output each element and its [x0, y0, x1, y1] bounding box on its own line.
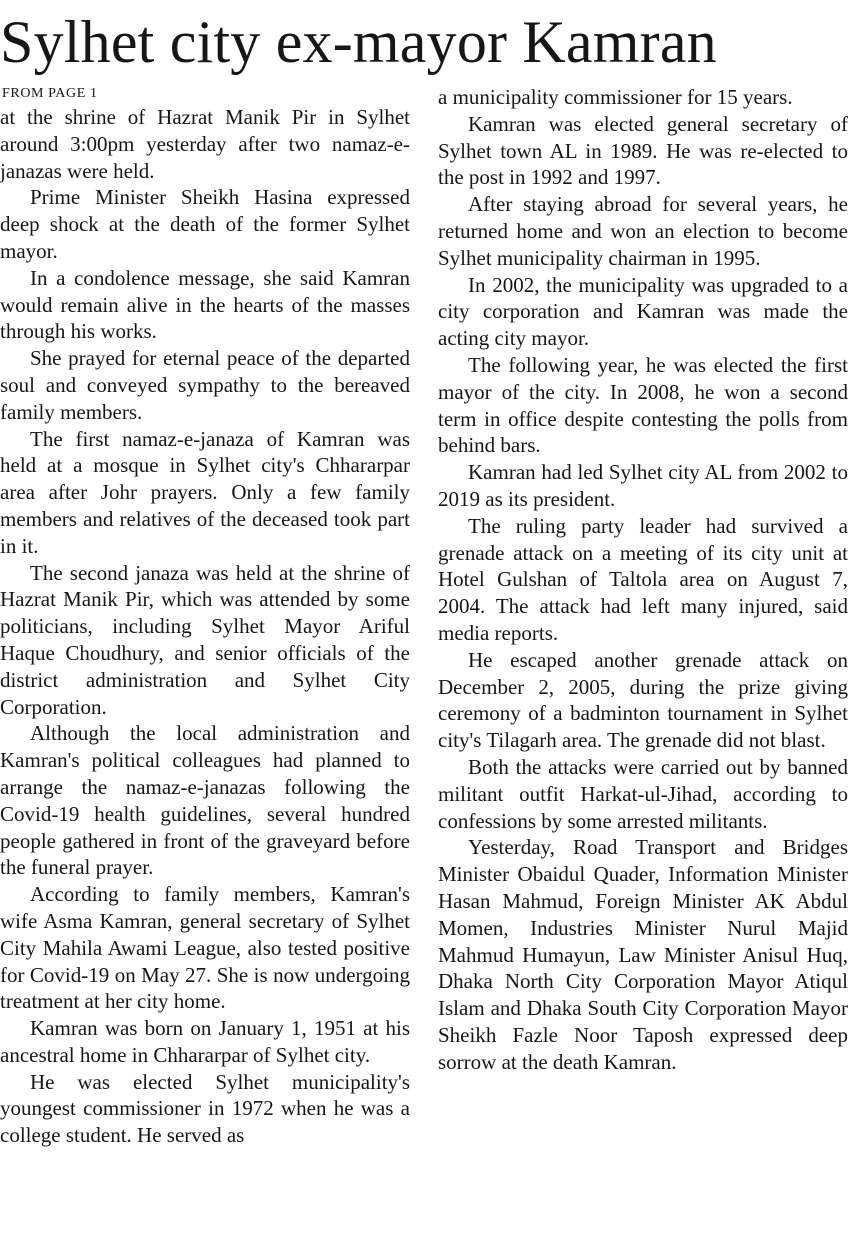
paragraph: The ruling party leader had survived a grenade attack on a meeting of its city unit at Hotel Gulshan of Taltola area on August 7, 2004. The attack had left many injured, said media reports. [438, 513, 848, 645]
paragraph: In 2002, the municipality was upgraded to a city corporation and Kamran was made the acting city mayor. [438, 272, 848, 351]
jump-label: FROM PAGE 1 [2, 86, 98, 101]
paragraph: Prime Minister Sheikh Hasina expressed deep shock at the death of the former Sylhet mayor. [0, 185, 410, 263]
paragraph: After staying abroad for several years, he returned home and won an election to become Sylhet municipality chairman in 1995. [438, 192, 848, 270]
paragraph: Although the local administration and Kamran's political colleagues had planned to arrange the namaz-e-janazas following the Covid-19 health guidelines, several hundred people gathered in front of the graveyard before the funeral prayer. [0, 721, 410, 880]
paragraph: Kamran had led Sylhet city AL from 2002 to 2019 as its president. [438, 460, 848, 511]
paragraph: According to family members, Kamran's wife Asma Kamran, general secretary of Sylhet City Mahila Awami League, also tested positive for Covid-19 on May 27. She is now undergoing treatment at her city home. [0, 882, 410, 1014]
paragraph: The second janaza was held at the shrine of Hazrat Manik Pir, which was attended by some politicians, including Sylhet Mayor Ariful Haque Choudhury, and senior officials of the district administration and Sylhet City Corporation. [0, 560, 410, 719]
paragraph: Both the attacks were carried out by banned militant outfit Harkat-ul-Jihad, according to confessions by some arrested militants. [438, 754, 848, 833]
paragraph: Kamran was elected general secretary of Sylhet town AL in 1989. He was re-elected to the post in 1992 and 1997. [438, 111, 848, 190]
paragraph: He escaped another grenade attack on December 2, 2005, during the prize giving ceremony of a badminton tournament in Sylhet city's Tilagarh area. The grenade did not blast. [438, 647, 848, 753]
paragraph: The following year, he was elected the first mayor of the city. In 2008, he won a second term in office despite contesting the polls from behind bars. [438, 352, 848, 458]
headline: Sylhet city ex-mayor Kamran [0, 9, 717, 75]
paragraph: The first namaz-e-janaza of Kamran was held at a mosque in Sylhet city's Chhararpar area after Johr prayers. Only a few family members and relatives of the deceased took part in it. [0, 426, 410, 558]
paragraph: a municipality commissioner for 15 years. [438, 85, 793, 109]
article-column-left [0, 104, 410, 1149]
paragraph: He was elected Sylhet municipality's youngest commissioner in 1972 when he was a college student. He served as [0, 1069, 410, 1148]
paragraph: Kamran was born on January 1, 1951 at his ancestral home in Chhararpar of Sylhet city. [0, 1016, 410, 1067]
paragraph: In a condolence message, she said Kamran would remain alive in the hearts of the masses through his works. [0, 265, 410, 344]
paragraph: She prayed for eternal peace of the departed soul and conveyed sympathy to the bereaved family members. [0, 346, 410, 424]
article-column-right [438, 84, 848, 1075]
paragraph: at the shrine of Hazrat Manik Pir in Sylhet around 3:00pm yesterday after two namaz-e-janazas were held. [0, 105, 410, 183]
paragraph: Yesterday, Road Transport and Bridges Minister Obaidul Quader, Information Minister Hasan Mahmud, Foreign Minister AK Abdul Momen, Industries Minister Nurul Majid Mahmud Humayun, Law Minister Anisul Huq, Dhaka North City Corporation Mayor Atiqul Islam and Dhaka South City Corporation Mayor Sheikh Fazle Noor Taposh expressed deep sorrow at the death Kamran. [438, 835, 848, 1074]
